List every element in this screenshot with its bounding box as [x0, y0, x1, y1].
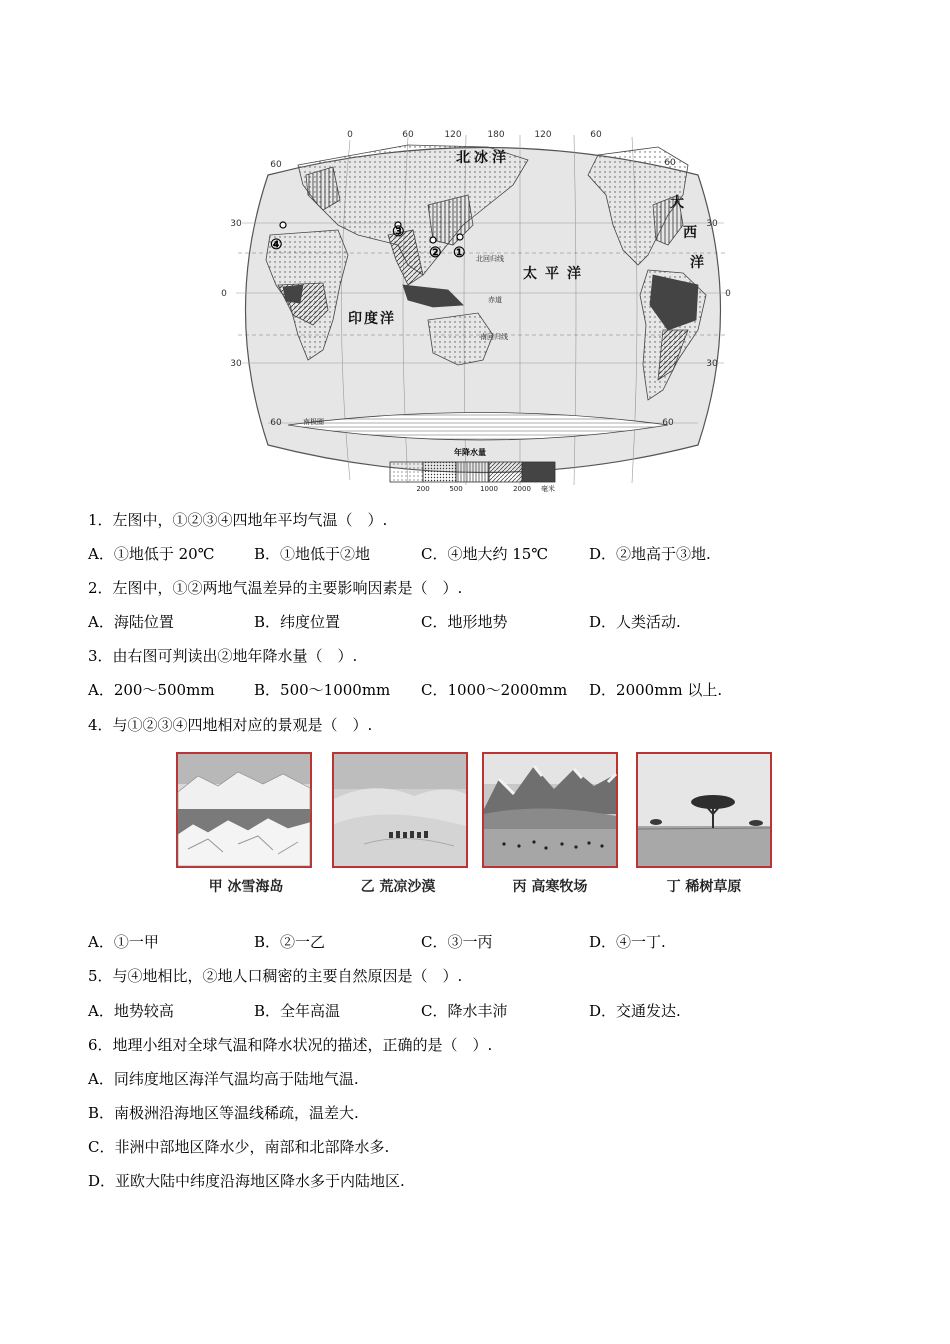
photo-desert [332, 752, 468, 868]
lat-label: 60 [270, 418, 282, 428]
lat-label: 30 [706, 219, 718, 229]
landscape-photos [176, 752, 776, 902]
question-1-option-a[interactable]: A．①地低于 20℃ [88, 545, 215, 563]
marker-1: ① [453, 245, 466, 261]
question-6-option-d[interactable]: D．亚欧大陆中纬度沿海地区降水多于内陆地区. [88, 1172, 405, 1190]
lat-label: 0 [725, 289, 731, 299]
question-5-option-d[interactable]: D．交通发达. [589, 1002, 681, 1020]
lat-label: 60 [664, 158, 676, 168]
question-5-option-b[interactable]: B．全年高温 [254, 1002, 341, 1020]
question-1-stem: 1．左图中，①②③④四地年平均气温（ ）. [88, 511, 388, 529]
question-2-option-c[interactable]: C．地形地势 [421, 613, 508, 631]
question-6-option-b[interactable]: B．南极洲沿海地区等温线稀疏，温差大. [88, 1104, 359, 1122]
lat-label: 60 [270, 160, 282, 170]
ocean-pacific-label: 太平洋 [523, 266, 589, 282]
question-4-option-a[interactable]: A．①一甲 [88, 933, 159, 951]
question-2-stem: 2．左图中，①②两地气温差异的主要影响因素是（ ）. [88, 579, 463, 597]
question-1-option-d[interactable]: D．②地高于③地. [589, 545, 711, 563]
photo-highland-pasture [482, 752, 618, 868]
tropic-south-label: 南回归线 [480, 333, 508, 341]
ocean-north-label: 北冰洋 [456, 150, 510, 166]
lon-label: 120 [444, 130, 462, 140]
question-3-option-a[interactable]: A．200～500mm [88, 681, 215, 699]
antarctic-label: 南极圈 [303, 418, 324, 426]
question-5-option-c[interactable]: C．降水丰沛 [421, 1002, 508, 1020]
marker-2: ② [429, 245, 442, 261]
legend-tick: 2000 [513, 485, 531, 493]
question-4-stem: 4．与①②③④四地相对应的景观是（ ）. [88, 716, 373, 734]
question-3-option-c[interactable]: C．1000～2000mm [421, 681, 568, 699]
question-2-option-d[interactable]: D．人类活动. [589, 613, 681, 631]
question-1-option-c[interactable]: C．④地大约 15℃ [421, 545, 549, 563]
question-5-stem: 5．与④地相比，②地人口稠密的主要自然原因是（ ）. [88, 967, 463, 985]
question-2-option-b[interactable]: B．纬度位置 [254, 613, 341, 631]
question-3-stem: 3．由右图可判读出②地年降水量（ ）. [88, 647, 358, 665]
question-1-option-b[interactable]: B．①地低于②地 [254, 545, 371, 563]
legend-title: 年降水量 [454, 448, 486, 457]
photo-caption-bing: 丙 高寒牧场 [512, 879, 588, 895]
lon-label: 0 [347, 130, 353, 140]
photo-caption-ding: 丁 稀树草原 [666, 879, 742, 895]
question-3-option-b[interactable]: B．500～1000mm [254, 681, 391, 699]
question-6-option-a[interactable]: A．同纬度地区海洋气温均高于陆地气温. [88, 1070, 359, 1088]
lat-label: 0 [221, 289, 227, 299]
photo-caption-yi: 乙 荒凉沙漠 [360, 879, 436, 895]
world-precipitation-map [221, 125, 738, 495]
lat-label: 30 [706, 359, 718, 369]
question-4-option-b[interactable]: B．②一乙 [254, 933, 326, 951]
ocean-atlantic-label-2: 西 [683, 225, 697, 241]
lon-label: 60 [590, 130, 602, 140]
legend-tick: 200 [416, 485, 430, 493]
question-6-stem: 6．地理小组对全球气温和降水状况的描述，正确的是（ ）. [88, 1036, 493, 1054]
legend-tick: 500 [449, 485, 463, 493]
question-4-option-c[interactable]: C．③一丙 [421, 933, 493, 951]
ocean-indian-label: 印度洋 [348, 311, 396, 327]
precipitation-legend [388, 446, 563, 494]
question-5-option-a[interactable]: A．地势较高 [88, 1002, 174, 1020]
question-4-option-d[interactable]: D．④一丁. [589, 933, 666, 951]
ocean-atlantic-label-1: 大 [670, 195, 684, 211]
legend-tick: 1000 [480, 485, 498, 493]
photo-caption-jia: 甲 冰雪海岛 [208, 879, 284, 895]
question-6-option-c[interactable]: C．非洲中部地区降水少，南部和北部降水多. [88, 1138, 390, 1156]
marker-3: ③ [392, 224, 405, 240]
lat-label: 30 [230, 359, 242, 369]
question-3-option-d[interactable]: D．2000mm 以上. [589, 681, 723, 699]
lon-label: 60 [402, 130, 414, 140]
lon-label: 120 [534, 130, 552, 140]
photo-savanna [636, 752, 772, 868]
tropic-north-label: 北回归线 [476, 255, 504, 263]
lon-label: 180 [487, 130, 505, 140]
lat-label: 60 [662, 418, 674, 428]
lat-label: 30 [230, 219, 242, 229]
photo-ice-island [176, 752, 312, 868]
marker-4: ④ [270, 237, 283, 253]
ocean-atlantic-label-3: 洋 [690, 255, 704, 271]
question-2-option-a[interactable]: A．海陆位置 [88, 613, 174, 631]
legend-tick: 毫米 [541, 485, 555, 493]
equator-label: 赤道 [488, 296, 502, 304]
